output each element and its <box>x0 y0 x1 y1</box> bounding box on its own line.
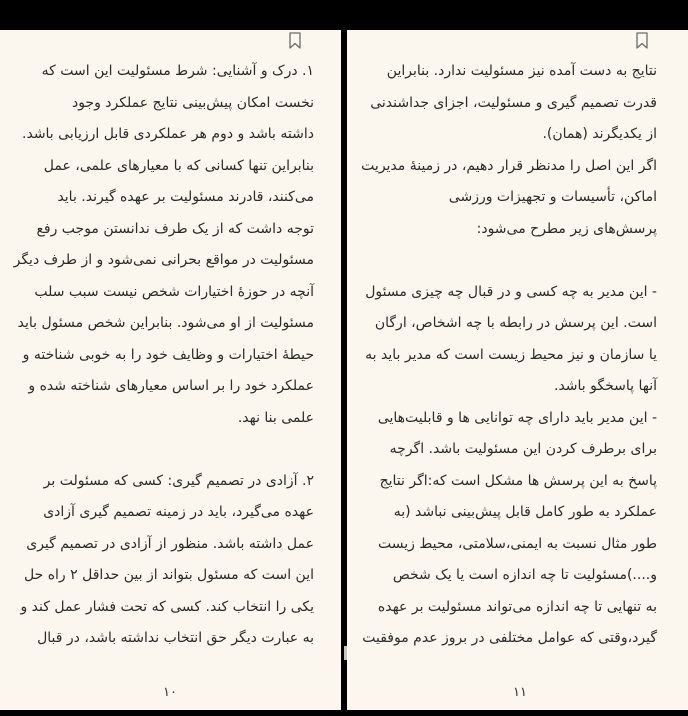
text-line: ۱. درک و آشنایی: شرط مسئولیت این است که <box>41 63 314 79</box>
text-line: پاسخ به این پرسش ها مشکل است که:اگر نتایج <box>379 472 657 489</box>
text-line: است. این پرسش در رابطه با چه اشخاص، ارگان <box>374 315 657 331</box>
right-page[interactable] <box>347 30 688 710</box>
text-line: اگر این اصل را مدنظر قرار دهیم، در زمینهٔ مدیریت <box>361 157 657 174</box>
text-line: گیرد،وقتی که عوامل مختلفی در بروز عدم موفقیت <box>362 630 657 646</box>
text-line: داشته باشد و دوم هر عملکردی قابل ارزیابی باشد. <box>22 126 314 142</box>
text-line: آنچه در حوزهٔ اختیارات شخص نیست سبب سلب <box>34 283 314 300</box>
text-line: یکی را انتخاب کند. کسی که تحت فشار عمل کند و <box>20 598 314 615</box>
text-line: - این مدیر به چه کسی و در قبال چه چیزی مسئول <box>365 283 657 300</box>
text-line: آنها پاسخگو باشد. <box>554 378 657 394</box>
text-line: عمل داشته باشد. منظور از آزادی در تصمیم گیری <box>26 535 314 552</box>
bookmark-icon[interactable] <box>288 32 302 50</box>
page-number: ۱۰ <box>163 685 177 700</box>
text-line: از یکدیگرند (همان). <box>542 126 657 142</box>
text-line: مسئولیت از او می‌شود. بنابراین شخص مسئول باید <box>17 315 314 331</box>
text-line: نتایج به دست آمده نیز مسئولیت ندارد. بنابراین <box>386 63 657 79</box>
left-page-text <box>14 56 314 655</box>
text-line: به تنهایی تا چه اندازه می‌تواند مسئولیت بر عهده <box>377 598 657 615</box>
text-line: توجه داشت که از یک طرف ندانستن موجب رفع <box>36 220 314 237</box>
text-line: بنابراین تنها کسانی که با معیارهای علمی، عمل <box>43 157 314 174</box>
right-page-text <box>357 56 657 655</box>
text-line: حیطهٔ اختیارات و وظایف خود را به خوبی شناخته و <box>22 346 314 363</box>
text-line: اماکن، تأسیسات و تجهیزات ورزشی <box>448 189 657 205</box>
text-line: یا سازمان و نیز محیط زیست است که مدیر باید به <box>365 346 657 363</box>
left-page[interactable] <box>0 30 341 710</box>
bookmark-icon[interactable] <box>635 32 649 50</box>
text-line: طور مثال نسبت به ایمنی،سلامتی، محیط زیست <box>378 535 657 552</box>
text-line: مسئولیت در مواقع بحرانی نمی‌شود و از طرف دیگر <box>13 252 314 268</box>
text-line: ۲. آزادی در تصمیم گیری: کسی که مسئولت بر <box>43 472 314 489</box>
text-line: به عبارت دیگر حق انتخاب نداشته باشد، در قبال <box>37 630 314 646</box>
text-line: نخست امکان پیش‌بینی نتایج عملکرد وجود <box>71 94 314 111</box>
text-line: علمی بنا نهد. <box>237 409 314 426</box>
text-line: - این مدیر باید دارای چه توانایی ها و قابلیت‌هایی <box>377 409 657 426</box>
paragraph-gap <box>357 245 657 277</box>
text-line: عملکرد به طور کامل قابل پیش‌بینی نباشد (به <box>393 504 657 520</box>
text-line: برای برطرف کردن این مسئولیت باشد. اگرچه <box>389 441 657 457</box>
text-line: می‌کنند، قادرند مسئولیت بر عهده گیرند. باید <box>57 189 314 205</box>
text-line: قدرت تصمیم گیری و مسئولیت، اجزای جداشندنی <box>370 94 657 111</box>
paragraph-gap <box>14 434 314 466</box>
page-number: ۱۱ <box>513 685 527 700</box>
text-line: عهده می‌گیرد، باید در زمینه تصمیم گیری آزادی <box>43 504 314 520</box>
text-line: و....)مسئولیت تا چه اندازه است یا یک شخص <box>392 567 657 583</box>
text-line: پرسش‌های زیر مطرح می‌شود: <box>476 220 657 237</box>
text-line: این است که مسئول بتواند از بین حداقل ۲ راه حل <box>24 567 314 583</box>
text-line: عملکرد خود را بر اساس معیارهای شناخته شده و <box>28 378 314 394</box>
